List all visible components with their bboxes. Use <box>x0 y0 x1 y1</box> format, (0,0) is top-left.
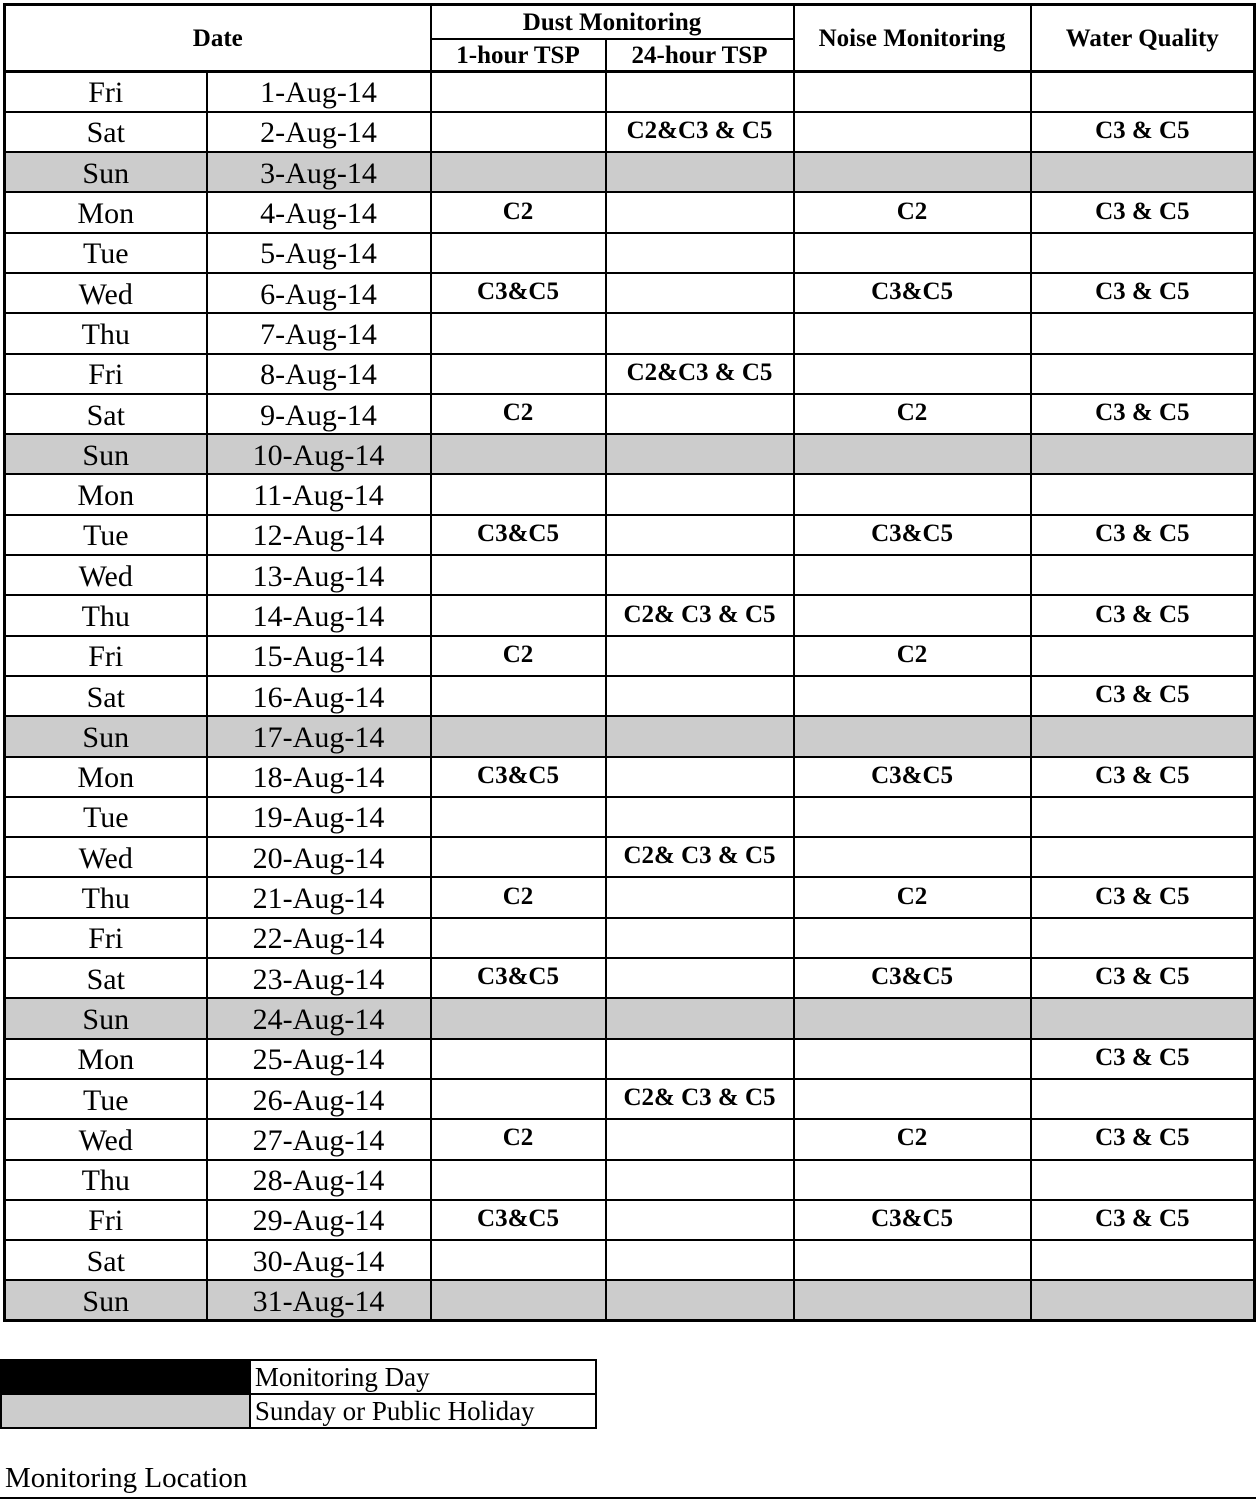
tsp-24-hour-cell: C2&C3 & C5 <box>606 112 794 152</box>
tsp-1-hour-cell: C2 <box>431 192 606 232</box>
date-cell: 16-Aug-14 <box>207 676 431 716</box>
date-cell: 21-Aug-14 <box>207 877 431 917</box>
water-quality-cell: C3 & C5 <box>1031 958 1255 998</box>
date-cell: 19-Aug-14 <box>207 797 431 837</box>
header-dust-monitoring: Dust Monitoring <box>431 5 794 40</box>
water-quality-cell: C3 & C5 <box>1031 515 1255 555</box>
table-row <box>5 998 1255 1038</box>
tsp-1-hour-cell: C3&C5 <box>431 273 606 313</box>
legend-row-monitoring-day <box>1 1360 596 1394</box>
noise-cell: C2 <box>794 192 1031 232</box>
tsp-1-hour-cell <box>431 1160 606 1200</box>
date-cell: 23-Aug-14 <box>207 958 431 998</box>
noise-cell <box>794 233 1031 273</box>
tsp-1-hour-cell: C2 <box>431 1119 606 1159</box>
noise-cell <box>794 1160 1031 1200</box>
tsp-24-hour-cell <box>606 1240 794 1280</box>
tsp-1-hour-cell <box>431 998 606 1038</box>
table-row <box>5 354 1255 394</box>
tsp-24-hour-cell <box>606 394 794 434</box>
water-quality-cell: C3 & C5 <box>1031 394 1255 434</box>
tsp-24-hour-cell <box>606 555 794 595</box>
header-1-hour-tsp: 1-hour TSP <box>431 39 606 72</box>
table-row <box>5 918 1255 958</box>
water-quality-cell: C3 & C5 <box>1031 192 1255 232</box>
water-quality-cell <box>1031 152 1255 192</box>
tsp-1-hour-cell <box>431 797 606 837</box>
table-row <box>5 958 1255 998</box>
legend-table <box>0 1359 597 1429</box>
noise-cell <box>794 152 1031 192</box>
water-quality-cell: C3 & C5 <box>1031 877 1255 917</box>
tsp-24-hour-cell <box>606 313 794 353</box>
legend-label-sunday-holiday: Sunday or Public Holiday <box>250 1394 596 1428</box>
tsp-1-hour-cell <box>431 918 606 958</box>
table-row <box>5 1119 1255 1159</box>
date-cell: 25-Aug-14 <box>207 1039 431 1079</box>
day-cell: Thu <box>5 1160 207 1200</box>
water-quality-cell <box>1031 1280 1255 1320</box>
tsp-24-hour-cell <box>606 877 794 917</box>
tsp-24-hour-cell <box>606 515 794 555</box>
tsp-24-hour-cell <box>606 273 794 313</box>
date-cell: 24-Aug-14 <box>207 998 431 1038</box>
date-cell: 18-Aug-14 <box>207 757 431 797</box>
date-cell: 15-Aug-14 <box>207 636 431 676</box>
table-row <box>5 676 1255 716</box>
day-cell: Sun <box>5 998 207 1038</box>
tsp-1-hour-cell <box>431 233 606 273</box>
day-cell: Fri <box>5 918 207 958</box>
day-cell: Sun <box>5 434 207 474</box>
table-row <box>5 1039 1255 1079</box>
table-row <box>5 72 1255 112</box>
date-cell: 17-Aug-14 <box>207 716 431 756</box>
day-cell: Wed <box>5 1119 207 1159</box>
tsp-24-hour-cell <box>606 716 794 756</box>
date-cell: 5-Aug-14 <box>207 233 431 273</box>
noise-cell: C3&C5 <box>794 515 1031 555</box>
tsp-1-hour-cell: C2 <box>431 394 606 434</box>
table-row <box>5 192 1255 232</box>
tsp-24-hour-cell <box>606 918 794 958</box>
day-cell: Wed <box>5 555 207 595</box>
day-cell: Sat <box>5 1240 207 1280</box>
noise-cell <box>794 797 1031 837</box>
date-cell: 4-Aug-14 <box>207 192 431 232</box>
header-noise-monitoring: Noise Monitoring <box>794 5 1031 72</box>
date-cell: 28-Aug-14 <box>207 1160 431 1200</box>
table-row <box>5 152 1255 192</box>
noise-cell: C3&C5 <box>794 958 1031 998</box>
tsp-1-hour-cell: C3&C5 <box>431 958 606 998</box>
tsp-1-hour-cell <box>431 474 606 514</box>
table-row <box>5 877 1255 917</box>
day-cell: Wed <box>5 273 207 313</box>
water-quality-cell: C3 & C5 <box>1031 1039 1255 1079</box>
water-quality-cell <box>1031 474 1255 514</box>
day-cell: Sun <box>5 152 207 192</box>
header-24-hour-tsp: 24-hour TSP <box>606 39 794 72</box>
date-cell: 3-Aug-14 <box>207 152 431 192</box>
tsp-24-hour-cell <box>606 676 794 716</box>
tsp-24-hour-cell <box>606 192 794 232</box>
water-quality-cell <box>1031 837 1255 877</box>
noise-cell: C2 <box>794 1119 1031 1159</box>
tsp-1-hour-cell <box>431 676 606 716</box>
tsp-24-hour-cell: C2&C3 & C5 <box>606 354 794 394</box>
water-quality-cell <box>1031 72 1255 112</box>
day-cell: Sat <box>5 394 207 434</box>
tsp-24-hour-cell: C2& C3 & C5 <box>606 1079 794 1119</box>
noise-cell <box>794 998 1031 1038</box>
noise-cell <box>794 474 1031 514</box>
date-cell: 29-Aug-14 <box>207 1200 431 1240</box>
noise-cell: C3&C5 <box>794 1200 1031 1240</box>
water-quality-cell <box>1031 434 1255 474</box>
tsp-1-hour-cell <box>431 595 606 635</box>
section-divider <box>0 1497 1256 1499</box>
day-cell: Tue <box>5 515 207 555</box>
water-quality-cell: C3 & C5 <box>1031 676 1255 716</box>
noise-cell <box>794 918 1031 958</box>
noise-cell <box>794 354 1031 394</box>
header-water-quality: Water Quality <box>1031 5 1255 72</box>
water-quality-cell <box>1031 636 1255 676</box>
noise-cell <box>794 1039 1031 1079</box>
date-cell: 6-Aug-14 <box>207 273 431 313</box>
table-row <box>5 112 1255 152</box>
day-cell: Fri <box>5 636 207 676</box>
day-cell: Wed <box>5 837 207 877</box>
tsp-24-hour-cell <box>606 757 794 797</box>
day-cell: Mon <box>5 757 207 797</box>
schedule-body <box>5 72 1255 1321</box>
water-quality-cell <box>1031 998 1255 1038</box>
tsp-24-hour-cell <box>606 1119 794 1159</box>
table-row <box>5 1240 1255 1280</box>
tsp-1-hour-cell: C3&C5 <box>431 515 606 555</box>
table-row <box>5 474 1255 514</box>
tsp-1-hour-cell <box>431 354 606 394</box>
noise-cell: C2 <box>794 877 1031 917</box>
tsp-24-hour-cell <box>606 1160 794 1200</box>
date-cell: 7-Aug-14 <box>207 313 431 353</box>
tsp-1-hour-cell: C3&C5 <box>431 757 606 797</box>
day-cell: Sat <box>5 676 207 716</box>
day-cell: Fri <box>5 354 207 394</box>
noise-cell <box>794 72 1031 112</box>
date-cell: 12-Aug-14 <box>207 515 431 555</box>
tsp-1-hour-cell: C2 <box>431 877 606 917</box>
day-cell: Tue <box>5 233 207 273</box>
date-cell: 11-Aug-14 <box>207 474 431 514</box>
date-cell: 27-Aug-14 <box>207 1119 431 1159</box>
tsp-24-hour-cell: C2& C3 & C5 <box>606 595 794 635</box>
table-row <box>5 233 1255 273</box>
noise-cell <box>794 837 1031 877</box>
table-row <box>5 515 1255 555</box>
water-quality-cell <box>1031 354 1255 394</box>
monitoring-location-title: Monitoring Location <box>5 1462 248 1494</box>
day-cell: Sat <box>5 958 207 998</box>
tsp-24-hour-cell <box>606 1039 794 1079</box>
noise-cell: C3&C5 <box>794 273 1031 313</box>
table-row <box>5 434 1255 474</box>
table-row <box>5 716 1255 756</box>
water-quality-cell <box>1031 555 1255 595</box>
tsp-1-hour-cell: C2 <box>431 636 606 676</box>
water-quality-cell: C3 & C5 <box>1031 273 1255 313</box>
tsp-1-hour-cell <box>431 1280 606 1320</box>
day-cell: Thu <box>5 595 207 635</box>
table-row <box>5 1079 1255 1119</box>
tsp-24-hour-cell <box>606 797 794 837</box>
date-cell: 2-Aug-14 <box>207 112 431 152</box>
table-row <box>5 797 1255 837</box>
water-quality-cell <box>1031 797 1255 837</box>
date-cell: 13-Aug-14 <box>207 555 431 595</box>
day-cell: Mon <box>5 474 207 514</box>
table-row <box>5 757 1255 797</box>
noise-cell <box>794 434 1031 474</box>
day-cell: Tue <box>5 797 207 837</box>
day-cell: Tue <box>5 1079 207 1119</box>
date-cell: 1-Aug-14 <box>207 72 431 112</box>
water-quality-cell <box>1031 1240 1255 1280</box>
date-cell: 30-Aug-14 <box>207 1240 431 1280</box>
table-row <box>5 313 1255 353</box>
date-cell: 14-Aug-14 <box>207 595 431 635</box>
noise-cell <box>794 595 1031 635</box>
noise-cell <box>794 313 1031 353</box>
table-row <box>5 595 1255 635</box>
tsp-1-hour-cell <box>431 837 606 877</box>
tsp-24-hour-cell <box>606 1200 794 1240</box>
tsp-1-hour-cell <box>431 152 606 192</box>
date-cell: 20-Aug-14 <box>207 837 431 877</box>
noise-cell: C2 <box>794 636 1031 676</box>
table-row <box>5 555 1255 595</box>
day-cell: Thu <box>5 877 207 917</box>
day-cell: Sat <box>5 112 207 152</box>
water-quality-cell: C3 & C5 <box>1031 757 1255 797</box>
monitoring-schedule-table <box>3 3 1256 1322</box>
water-quality-cell <box>1031 918 1255 958</box>
tsp-24-hour-cell <box>606 636 794 676</box>
date-cell: 26-Aug-14 <box>207 1079 431 1119</box>
noise-cell: C2 <box>794 394 1031 434</box>
noise-cell <box>794 1079 1031 1119</box>
day-cell: Fri <box>5 1200 207 1240</box>
water-quality-cell <box>1031 1079 1255 1119</box>
table-row <box>5 1280 1255 1320</box>
water-quality-cell <box>1031 716 1255 756</box>
water-quality-cell <box>1031 313 1255 353</box>
tsp-24-hour-cell <box>606 152 794 192</box>
water-quality-cell <box>1031 1160 1255 1200</box>
water-quality-cell: C3 & C5 <box>1031 1119 1255 1159</box>
table-row <box>5 1200 1255 1240</box>
tsp-1-hour-cell <box>431 313 606 353</box>
noise-cell <box>794 1280 1031 1320</box>
day-cell: Mon <box>5 192 207 232</box>
table-row <box>5 273 1255 313</box>
date-cell: 10-Aug-14 <box>207 434 431 474</box>
table-row <box>5 1160 1255 1200</box>
day-cell: Sun <box>5 1280 207 1320</box>
tsp-24-hour-cell <box>606 958 794 998</box>
header-date: Date <box>5 5 431 72</box>
day-cell: Thu <box>5 313 207 353</box>
tsp-24-hour-cell: C2& C3 & C5 <box>606 837 794 877</box>
noise-cell <box>794 1240 1031 1280</box>
noise-cell <box>794 676 1031 716</box>
date-cell: 22-Aug-14 <box>207 918 431 958</box>
date-cell: 8-Aug-14 <box>207 354 431 394</box>
water-quality-cell: C3 & C5 <box>1031 1200 1255 1240</box>
tsp-24-hour-cell <box>606 72 794 112</box>
tsp-1-hour-cell <box>431 716 606 756</box>
table-row <box>5 394 1255 434</box>
tsp-1-hour-cell <box>431 72 606 112</box>
legend-row-sunday-holiday <box>1 1394 596 1428</box>
day-cell: Mon <box>5 1039 207 1079</box>
tsp-1-hour-cell <box>431 1079 606 1119</box>
noise-cell <box>794 555 1031 595</box>
legend-swatch-monitoring-day <box>1 1360 250 1394</box>
day-cell: Sun <box>5 716 207 756</box>
tsp-24-hour-cell <box>606 474 794 514</box>
tsp-1-hour-cell <box>431 1039 606 1079</box>
tsp-1-hour-cell <box>431 1240 606 1280</box>
date-cell: 31-Aug-14 <box>207 1280 431 1320</box>
water-quality-cell: C3 & C5 <box>1031 595 1255 635</box>
tsp-1-hour-cell: C3&C5 <box>431 1200 606 1240</box>
tsp-24-hour-cell <box>606 434 794 474</box>
tsp-24-hour-cell <box>606 1280 794 1320</box>
noise-cell <box>794 112 1031 152</box>
tsp-1-hour-cell <box>431 112 606 152</box>
noise-cell <box>794 716 1031 756</box>
tsp-24-hour-cell <box>606 998 794 1038</box>
legend-label-monitoring-day: Monitoring Day <box>250 1360 596 1394</box>
tsp-24-hour-cell <box>606 233 794 273</box>
water-quality-cell: C3 & C5 <box>1031 112 1255 152</box>
table-row <box>5 636 1255 676</box>
date-cell: 9-Aug-14 <box>207 394 431 434</box>
legend-swatch-sunday-holiday <box>1 1394 250 1428</box>
day-cell: Fri <box>5 72 207 112</box>
tsp-1-hour-cell <box>431 555 606 595</box>
water-quality-cell <box>1031 233 1255 273</box>
table-row <box>5 837 1255 877</box>
noise-cell: C3&C5 <box>794 757 1031 797</box>
tsp-1-hour-cell <box>431 434 606 474</box>
